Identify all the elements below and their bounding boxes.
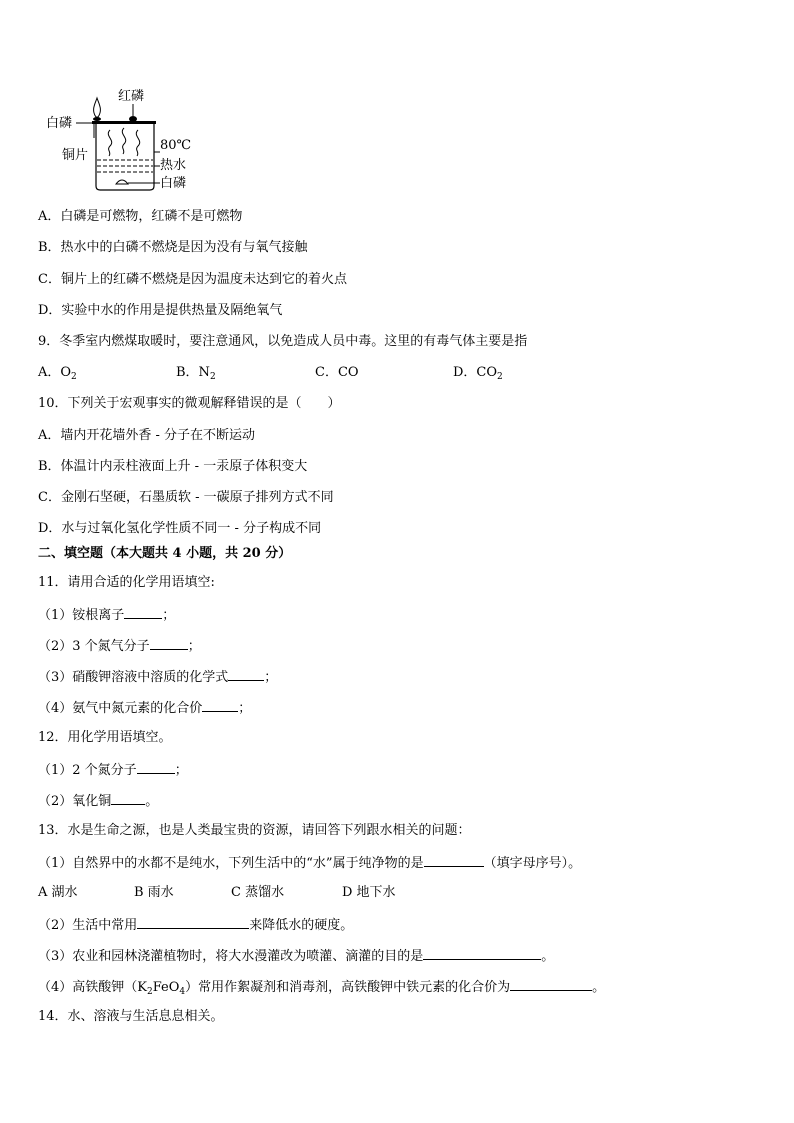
q13-part-4: （4）高铁酸钾$(K_2FeO_4)$常用作絮凝剂和消毒剂，高铁酸钾中铁元素的化合价为 。 [38,980,606,997]
q10-option-a: A．墙内开花墙外香 - 分子在不断运动 [38,428,256,443]
q12-stem: 12．用化学用语填空。 [38,730,172,745]
answer-blank[interactable] [137,916,249,929]
answer-blank[interactable] [137,761,175,774]
answer-blank[interactable] [423,947,541,960]
flame-icon [94,98,101,117]
q13-part-2: （2）生活中常用 来降低水的硬度。 [38,918,354,933]
white-phosphorus-bottom [116,180,128,184]
answer-blank[interactable] [111,792,145,805]
answer-blank[interactable] [510,978,592,991]
q9-option-c: C．CO [315,365,359,380]
q8-option-a: A．白磷是可燃物，红磷不是可燃物 [38,209,243,224]
q14-stem: 14．水、溶液与生活息息相关。 [38,1009,224,1024]
q13-option-b: B 雨水 [134,885,174,900]
steam-2 [122,128,125,154]
q13-stem: 13．水是生命之源，也是人类最宝贵的资源，请回答下列跟水相关的问题： [38,823,471,838]
q10-option-b: B．体温计内汞柱液面上升 - 一汞原子体积变大 [38,459,308,474]
red-phosphorus [129,116,137,122]
experiment-figure [36,86,196,198]
beaker [96,124,154,190]
label-white-phosphorus-top: 白磷 [46,116,73,131]
q8-option-b: B．热水中的白磷不燃烧是因为没有与氧气接触 [38,240,308,255]
steam-3 [136,130,139,156]
answer-blank[interactable] [150,637,188,650]
q8-option-c: C．铜片上的红磷不燃烧是因为温度未达到它的着火点 [38,272,347,287]
label-hot-water: 热水 [160,158,187,173]
label-temperature: 80℃ [160,138,192,153]
q10-option-c: C．金刚石坚硬，石墨质软 - 一碳原子排列方式不同 [38,490,334,505]
white-phosphorus-top [93,117,101,121]
label-red-phosphorus: 红磷 [118,89,145,104]
copper-plate [92,121,156,124]
label-copper-plate: 铜片 [62,148,89,163]
q13-option-a: A 湖水 [38,885,78,900]
q12-part-2: （2）氧化铜 。 [38,794,159,809]
q13-part-1: （1）自然界中的水都不是纯水，下列生活中的“水”属于纯净物的是 （填字母序号）。 [38,856,582,871]
q11-part-3: （3）硝酸钾溶液中溶质的化学式 ； [38,670,278,685]
q9-option-b: B．$N_2$ [176,365,216,382]
q8-option-d: D．实验中水的作用是提供热量及隔绝氧气 [38,303,283,318]
q13-option-d: D 地下水 [342,885,396,900]
label-white-phosphorus-bottom: 白磷 [160,176,187,191]
steam-1 [108,130,111,156]
q11-part-4: （4）氨气中氮元素的化合价 ； [38,701,252,716]
q12-part-1: （1）2 个氮分子 ； [38,763,188,778]
q11-stem: 11．请用合适的化学用语填空: [38,575,215,590]
q10-stem: 10．下列关于宏观事实的微观解释错误的是（ ） [38,396,341,411]
q9-option-a: A．$O_2$ [38,365,77,382]
q9-stem: 9．冬季室内燃煤取暖时，要注意通风，以免造成人员中毒。这里的有毒气体主要是指 [38,334,528,349]
q10-option-d: D．水与过氧化氢化学性质不同一 - 分子构成不同 [38,521,322,536]
answer-blank[interactable] [228,668,264,681]
q13-option-c: C 蒸馏水 [231,885,285,900]
answer-blank[interactable] [424,854,484,867]
q9-option-d: D．$CO_2$ [453,365,503,382]
q13-part-3: （3）农业和园林浇灌植物时，将大水漫灌改为喷灌、滴灌的目的是 。 [38,949,555,964]
answer-blank[interactable] [202,699,238,712]
section-title: 二、填空题（本大题共 4 小题，共 20 分） [38,546,292,561]
q11-part-2: （2）3 个氮气分子 ； [38,639,201,654]
answer-blank[interactable] [124,606,162,619]
q11-part-1: （1）铵根离子 ； [38,608,176,623]
